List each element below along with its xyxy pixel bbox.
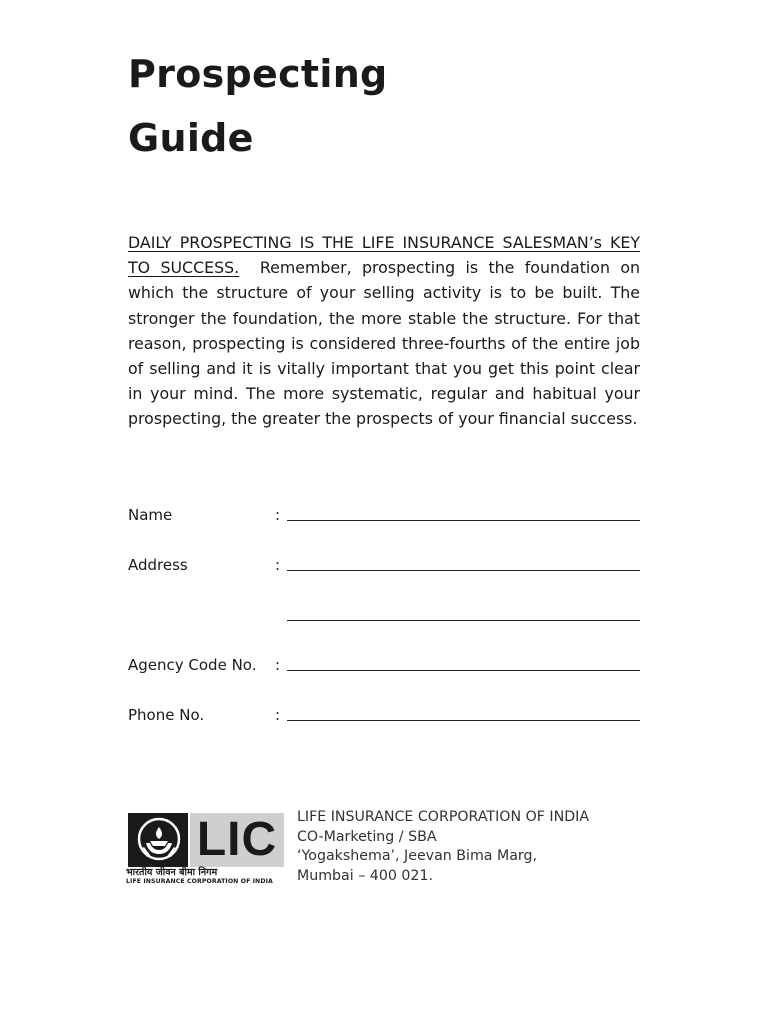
lic-logo-english-name: LIFE INSURANCE CORPORATION OF INDIA bbox=[126, 878, 273, 885]
address-line-1: LIFE INSURANCE CORPORATION OF INDIA bbox=[297, 809, 590, 825]
address-row-2 bbox=[128, 606, 640, 630]
address-field-line-1[interactable] bbox=[287, 570, 640, 571]
address-line-4: Mumbai – 400 021. bbox=[297, 867, 433, 884]
intro-body-text: Remember, prospecting is the foundation on which the structure of your selling activity is to be built. The stronger the foundation, the more stable the structure. For that reason, prospecting is considered three-fourths of the entire job of selling and it is vitally important that you get this point clear in your mind. The more systematic, regular and habitual your prospecting, the greater the prospects of your financial success. bbox=[128, 258, 640, 429]
agency-code-label: Agency Code No. bbox=[128, 656, 257, 674]
agency-code-row bbox=[128, 656, 640, 680]
name-label: Name bbox=[128, 506, 173, 524]
address-colon: : bbox=[275, 556, 281, 574]
name-colon: : bbox=[275, 506, 281, 524]
address-row bbox=[128, 556, 640, 580]
phone-colon: : bbox=[275, 706, 281, 724]
agency-code-field[interactable] bbox=[287, 670, 640, 671]
lamp-hands-emblem-icon bbox=[128, 813, 188, 867]
agency-code-colon: : bbox=[275, 656, 281, 674]
lic-logo-wordmark: LIC bbox=[196, 813, 278, 866]
page-title-line-2: Guide bbox=[128, 116, 254, 160]
phone-label: Phone No. bbox=[128, 706, 205, 724]
page-title-line-1: Prospecting bbox=[128, 52, 388, 96]
lic-logo bbox=[126, 811, 288, 887]
address-label: Address bbox=[128, 556, 188, 574]
address-field-line-2[interactable] bbox=[287, 620, 640, 621]
phone-row bbox=[128, 706, 640, 730]
intro-lead-text: DAILY PROSPECTING IS THE LIFE INSURANCE SALESMAN’s KEY TO SUCCESS. bbox=[128, 233, 640, 278]
address-line-2: CO-Marketing / SBA bbox=[297, 828, 437, 845]
name-row bbox=[128, 506, 640, 530]
intro-paragraph bbox=[128, 230, 640, 432]
address-line-3: ‘Yogakshema’, Jeevan Bima Marg, bbox=[297, 848, 538, 864]
lic-logo-hindi-name: भारतीय जीवन बीमा निगम bbox=[126, 867, 218, 878]
lic-logo-wordmark-box bbox=[190, 813, 284, 867]
name-field[interactable] bbox=[287, 520, 640, 521]
phone-field[interactable] bbox=[287, 720, 640, 721]
office-address bbox=[297, 808, 589, 886]
